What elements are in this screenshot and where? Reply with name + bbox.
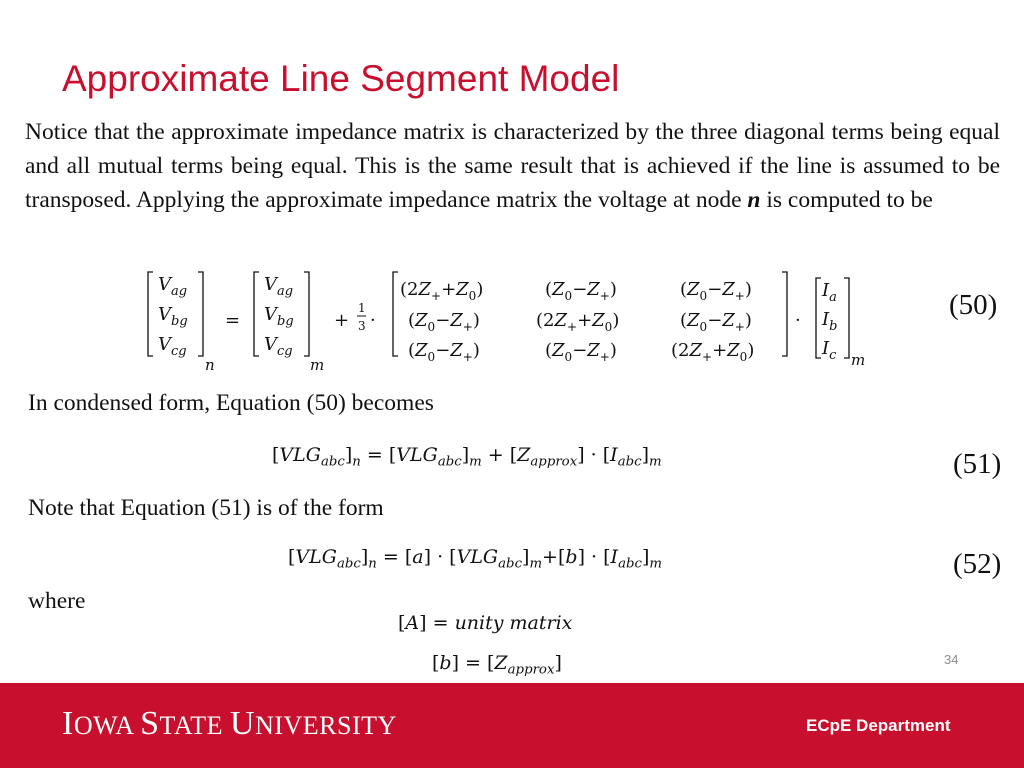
- node-variable: n: [747, 187, 761, 213]
- slide-number: 34: [944, 652, 959, 667]
- svg-text:Ib: $I_b$: [822, 309, 838, 334]
- svg-text:(Z0−Z+): $(Z_0-Z_+)$: [408, 310, 480, 334]
- condensed-text: In condensed form, Equation (50) becomes: [28, 390, 434, 416]
- svg-text:+: +: [334, 310, 350, 331]
- university-logo: IOWA STATE UNIVERSITY: [62, 705, 397, 742]
- svg-text:Vag: $V_{ag}$: [158, 274, 188, 299]
- svg-text:·: ·: [795, 310, 801, 331]
- svg-text:Ia: $I_a$: [822, 280, 837, 305]
- svg-text:m: m: [310, 356, 325, 374]
- svg-text:(Z0−Z+): $(Z_0-Z_+)$: [680, 279, 752, 303]
- equation-51: $[VLG_{abc}]_n = [VLG_{abc}]_m + [Z_{approx}] \cdot [I_{abc}]_m$: [272, 444, 662, 470]
- footer-bar: [0, 683, 1024, 768]
- svg-text:Vbg: $V_{bg}$: [264, 304, 294, 329]
- svg-text:=: =: [225, 310, 241, 331]
- svg-text:(2Z++Z0): $(2Z_++Z_0)$: [671, 340, 755, 364]
- svg-text:3: 3: [358, 319, 366, 333]
- equation-51-number: (51): [953, 448, 1002, 480]
- svg-text:(Z0−Z+): $(Z_0-Z_+)$: [545, 340, 617, 364]
- svg-text:(Z0−Z+): $(Z_0-Z_+)$: [408, 340, 480, 364]
- svg-text:Vcg: $V_{cg}$: [158, 334, 187, 359]
- b-definition: $[b] = [Z_{approx}]$: [432, 652, 562, 678]
- slide-title: Approximate Line Segment Model: [62, 58, 620, 99]
- svg-text:(2Z++Z0): $(2Z_++Z_0)$: [536, 310, 620, 334]
- equation-52-number: (52): [953, 548, 1002, 580]
- svg-text:(Z0−Z+): $(Z_0-Z_+)$: [680, 310, 752, 334]
- department-label: ECpE Department: [806, 716, 951, 735]
- paragraph-text: Notice that the approximate impedance matrix is characterized by the three diagonal terms being equal and all mutual terms being equal. This is the same result that is achieved if the line is assumed to be transposed. Applying the approximate impedance matrix the voltage at node: [25, 119, 1000, 213]
- svg-text:(Z0−Z+): $(Z_0-Z_+)$: [545, 279, 617, 303]
- svg-text:Vbg: $V_{bg}$: [158, 304, 188, 329]
- equation-50-number: (50): [949, 289, 998, 321]
- svg-text:n: n: [205, 356, 215, 374]
- intro-paragraph: [25, 115, 1000, 217]
- svg-text:(2Z++Z0): $(2Z_++Z_0)$: [400, 279, 484, 303]
- svg-text:Ic: $I_c$: [822, 338, 837, 363]
- svg-text:·: ·: [370, 310, 376, 331]
- svg-text:1: 1: [358, 301, 366, 315]
- equation-52: $[VLG_{abc}]_n = [a] \cdot [VLG_{abc}]_m+[b] \cdot [I_{abc}]_m$: [288, 546, 662, 572]
- svg-text:Vag: $V_{ag}$: [264, 274, 294, 299]
- svg-text:Vcg: $V_{cg}$: [264, 334, 293, 359]
- paragraph-text-end: is computed to be: [760, 187, 933, 213]
- note-text: Note that Equation (51) is of the form: [28, 495, 384, 521]
- where-text: where: [28, 588, 86, 614]
- svg-text:m: m: [851, 351, 866, 369]
- a-definition: [A] = unity matrix: [398, 612, 573, 634]
- equation-50: [0, 265, 1024, 380]
